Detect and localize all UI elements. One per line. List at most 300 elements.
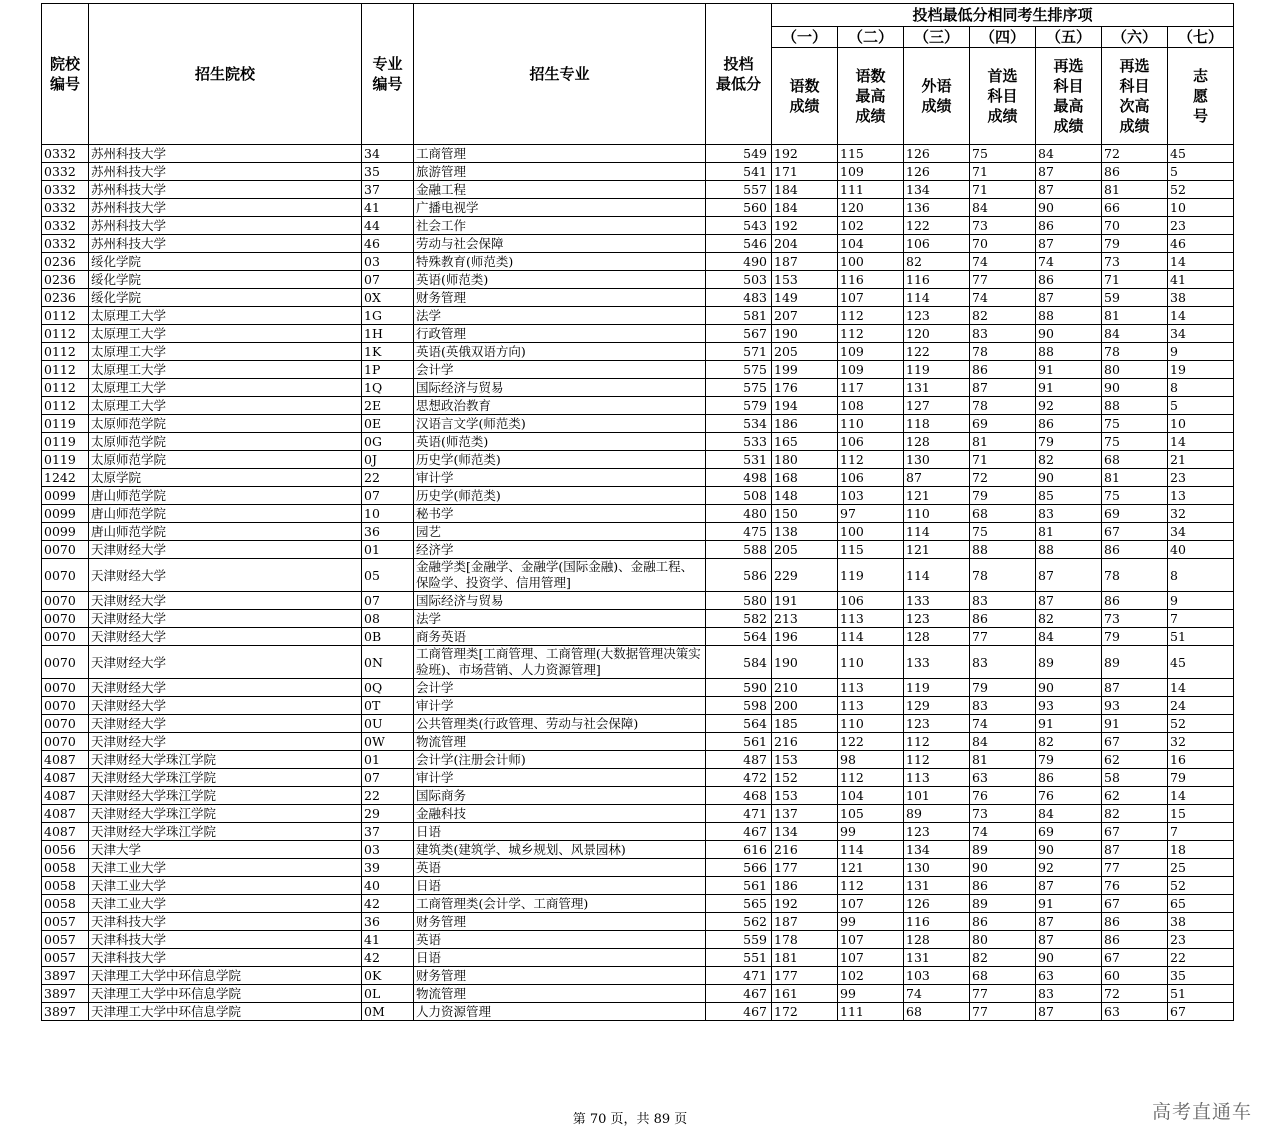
cell-first-subject-score: 79 (970, 679, 1036, 697)
cell-foreign-language-score: 136 (904, 199, 970, 217)
cell-min-score: 546 (706, 235, 772, 253)
cell-major-name: 日语 (414, 877, 706, 895)
cell-foreign-language-score: 130 (904, 859, 970, 877)
cell-major-name: 法学 (414, 307, 706, 325)
cell-school-name: 天津理工大学中环信息学院 (89, 1003, 362, 1021)
cell-first-subject-score: 80 (970, 931, 1036, 949)
cell-chinese-math-max: 99 (838, 823, 904, 841)
cell-first-subject-score: 74 (970, 715, 1036, 733)
cell-major-name: 工商管理类[工商管理、工商管理(大数据管理决策实验班)、市场营销、人力资源管理] (414, 646, 706, 679)
cell-first-subject-score: 89 (970, 895, 1036, 913)
table-row (42, 505, 1234, 523)
cell-second-subject-second: 62 (1102, 787, 1168, 805)
table-row (42, 769, 1234, 787)
cell-second-subject-max: 86 (1036, 769, 1102, 787)
cell-foreign-language-score: 122 (904, 343, 970, 361)
header-tiebreak-label: 外语 成绩 (904, 48, 970, 145)
cell-second-subject-max: 84 (1036, 628, 1102, 646)
cell-major-name: 物流管理 (414, 733, 706, 751)
cell-preference-number: 41 (1168, 271, 1234, 289)
cell-foreign-language-score: 106 (904, 235, 970, 253)
cell-chinese-math-max: 109 (838, 343, 904, 361)
table-row (42, 715, 1234, 733)
table-row (42, 307, 1234, 325)
cell-preference-number: 15 (1168, 805, 1234, 823)
cell-chinese-math-max: 106 (838, 433, 904, 451)
table-row (42, 859, 1234, 877)
cell-min-score: 531 (706, 451, 772, 469)
cell-chinese-math-score: 177 (772, 967, 838, 985)
cell-min-score: 586 (706, 559, 772, 592)
cell-second-subject-max: 79 (1036, 751, 1102, 769)
cell-foreign-language-score: 121 (904, 487, 970, 505)
cell-school-code: 0332 (42, 199, 89, 217)
cell-second-subject-max: 90 (1036, 469, 1102, 487)
cell-second-subject-second: 59 (1102, 289, 1168, 307)
cell-school-code: 0112 (42, 307, 89, 325)
cell-chinese-math-max: 122 (838, 733, 904, 751)
cell-preference-number: 7 (1168, 823, 1234, 841)
cell-major-name: 财务管理 (414, 967, 706, 985)
cell-preference-number: 22 (1168, 949, 1234, 967)
cell-first-subject-score: 74 (970, 289, 1036, 307)
cell-school-name: 太原师范学院 (89, 451, 362, 469)
cell-min-score: 480 (706, 505, 772, 523)
cell-school-code: 0058 (42, 877, 89, 895)
cell-foreign-language-score: 128 (904, 931, 970, 949)
cell-major-code: 0W (362, 733, 414, 751)
cell-major-name: 经济学 (414, 541, 706, 559)
table-row (42, 646, 1234, 679)
cell-major-code: 07 (362, 592, 414, 610)
cell-chinese-math-max: 99 (838, 913, 904, 931)
cell-foreign-language-score: 89 (904, 805, 970, 823)
cell-preference-number: 8 (1168, 559, 1234, 592)
cell-second-subject-max: 89 (1036, 646, 1102, 679)
cell-major-name: 园艺 (414, 523, 706, 541)
cell-major-code: 0L (362, 985, 414, 1003)
cell-school-code: 0332 (42, 163, 89, 181)
cell-major-code: 07 (362, 769, 414, 787)
cell-chinese-math-max: 112 (838, 769, 904, 787)
cell-chinese-math-max: 116 (838, 271, 904, 289)
cell-school-name: 太原师范学院 (89, 415, 362, 433)
cell-chinese-math-score: 196 (772, 628, 838, 646)
cell-second-subject-second: 80 (1102, 361, 1168, 379)
cell-major-name: 国际商务 (414, 787, 706, 805)
cell-min-score: 580 (706, 592, 772, 610)
cell-min-score: 562 (706, 913, 772, 931)
cell-second-subject-max: 84 (1036, 145, 1102, 163)
cell-major-name: 汉语言文学(师范类) (414, 415, 706, 433)
table-row (42, 985, 1234, 1003)
cell-major-code: 29 (362, 805, 414, 823)
cell-chinese-math-max: 115 (838, 541, 904, 559)
cell-second-subject-max: 69 (1036, 823, 1102, 841)
cell-chinese-math-score: 186 (772, 877, 838, 895)
cell-second-subject-second: 89 (1102, 646, 1168, 679)
cell-second-subject-max: 90 (1036, 949, 1102, 967)
cell-school-code: 0236 (42, 289, 89, 307)
cell-school-name: 天津财经大学珠江学院 (89, 751, 362, 769)
cell-school-code: 0070 (42, 679, 89, 697)
cell-chinese-math-score: 153 (772, 787, 838, 805)
cell-second-subject-second: 86 (1102, 592, 1168, 610)
cell-second-subject-second: 81 (1102, 181, 1168, 199)
cell-school-name: 天津工业大学 (89, 895, 362, 913)
cell-preference-number: 79 (1168, 769, 1234, 787)
cell-major-code: 37 (362, 823, 414, 841)
table-row (42, 967, 1234, 985)
cell-second-subject-second: 86 (1102, 931, 1168, 949)
cell-first-subject-score: 83 (970, 646, 1036, 679)
cell-min-score: 503 (706, 271, 772, 289)
cell-second-subject-max: 86 (1036, 271, 1102, 289)
watermark: 高考直通车 (1151, 1101, 1252, 1123)
cell-foreign-language-score: 112 (904, 751, 970, 769)
cell-foreign-language-score: 118 (904, 415, 970, 433)
cell-chinese-math-max: 99 (838, 985, 904, 1003)
cell-min-score: 471 (706, 967, 772, 985)
table-row (42, 949, 1234, 967)
table-row (42, 805, 1234, 823)
cell-major-code: 07 (362, 271, 414, 289)
cell-chinese-math-score: 190 (772, 646, 838, 679)
header-tiebreak-title: 投档最低分相同考生排序项 (772, 4, 1234, 27)
cell-preference-number: 23 (1168, 931, 1234, 949)
cell-chinese-math-score: 190 (772, 325, 838, 343)
cell-school-code: 0070 (42, 733, 89, 751)
cell-major-code: 39 (362, 859, 414, 877)
cell-major-code: 0Q (362, 679, 414, 697)
cell-chinese-math-score: 213 (772, 610, 838, 628)
cell-major-name: 劳动与社会保障 (414, 235, 706, 253)
cell-chinese-math-max: 112 (838, 307, 904, 325)
cell-school-name: 天津财经大学珠江学院 (89, 769, 362, 787)
cell-min-score: 582 (706, 610, 772, 628)
cell-min-score: 487 (706, 751, 772, 769)
cell-second-subject-max: 84 (1036, 805, 1102, 823)
cell-min-score: 557 (706, 181, 772, 199)
cell-min-score: 467 (706, 823, 772, 841)
cell-second-subject-second: 75 (1102, 433, 1168, 451)
cell-school-code: 0332 (42, 235, 89, 253)
cell-school-name: 太原理工大学 (89, 361, 362, 379)
cell-first-subject-score: 76 (970, 787, 1036, 805)
cell-major-code: 41 (362, 199, 414, 217)
cell-min-score: 551 (706, 949, 772, 967)
cell-foreign-language-score: 68 (904, 1003, 970, 1021)
table-row (42, 913, 1234, 931)
cell-major-name: 会计学 (414, 679, 706, 697)
cell-min-score: 575 (706, 361, 772, 379)
cell-school-code: 0057 (42, 931, 89, 949)
cell-school-name: 唐山师范学院 (89, 523, 362, 541)
cell-school-code: 0112 (42, 397, 89, 415)
cell-preference-number: 14 (1168, 307, 1234, 325)
cell-first-subject-score: 84 (970, 733, 1036, 751)
cell-chinese-math-score: 210 (772, 679, 838, 697)
cell-chinese-math-max: 111 (838, 1003, 904, 1021)
table-row (42, 523, 1234, 541)
table-row (42, 628, 1234, 646)
cell-school-name: 苏州科技大学 (89, 163, 362, 181)
table-row (42, 787, 1234, 805)
cell-chinese-math-score: 165 (772, 433, 838, 451)
table-row (42, 592, 1234, 610)
cell-second-subject-max: 91 (1036, 895, 1102, 913)
table-row (42, 697, 1234, 715)
cell-second-subject-max: 93 (1036, 697, 1102, 715)
cell-school-code: 4087 (42, 751, 89, 769)
cell-major-code: 42 (362, 949, 414, 967)
table-row (42, 877, 1234, 895)
cell-chinese-math-score: 191 (772, 592, 838, 610)
cell-foreign-language-score: 123 (904, 823, 970, 841)
cell-chinese-math-score: 153 (772, 751, 838, 769)
cell-min-score: 508 (706, 487, 772, 505)
cell-second-subject-max: 86 (1036, 217, 1102, 235)
cell-preference-number: 23 (1168, 469, 1234, 487)
cell-major-code: 0K (362, 967, 414, 985)
cell-second-subject-max: 76 (1036, 787, 1102, 805)
cell-school-code: 0057 (42, 913, 89, 931)
cell-second-subject-second: 69 (1102, 505, 1168, 523)
cell-preference-number: 7 (1168, 610, 1234, 628)
cell-preference-number: 9 (1168, 592, 1234, 610)
cell-major-name: 旅游管理 (414, 163, 706, 181)
cell-min-score: 541 (706, 163, 772, 181)
cell-chinese-math-score: 148 (772, 487, 838, 505)
cell-chinese-math-score: 186 (772, 415, 838, 433)
cell-foreign-language-score: 119 (904, 679, 970, 697)
cell-major-name: 行政管理 (414, 325, 706, 343)
cell-chinese-math-score: 204 (772, 235, 838, 253)
cell-preference-number: 24 (1168, 697, 1234, 715)
cell-first-subject-score: 88 (970, 541, 1036, 559)
cell-first-subject-score: 84 (970, 199, 1036, 217)
cell-school-code: 0332 (42, 217, 89, 235)
cell-foreign-language-score: 134 (904, 841, 970, 859)
cell-major-code: 1G (362, 307, 414, 325)
cell-chinese-math-score: 205 (772, 343, 838, 361)
cell-chinese-math-score: 172 (772, 1003, 838, 1021)
table-body (42, 145, 1234, 1021)
cell-second-subject-max: 87 (1036, 235, 1102, 253)
cell-school-name: 天津财经大学 (89, 679, 362, 697)
table-row (42, 469, 1234, 487)
cell-school-code: 0236 (42, 271, 89, 289)
cell-second-subject-max: 90 (1036, 841, 1102, 859)
cell-major-name: 公共管理类(行政管理、劳动与社会保障) (414, 715, 706, 733)
cell-major-name: 国际经济与贸易 (414, 592, 706, 610)
header-tiebreak-num: （五） (1036, 27, 1102, 48)
cell-second-subject-second: 73 (1102, 610, 1168, 628)
cell-second-subject-max: 87 (1036, 877, 1102, 895)
cell-chinese-math-max: 104 (838, 235, 904, 253)
cell-second-subject-second: 87 (1102, 841, 1168, 859)
cell-min-score: 471 (706, 805, 772, 823)
cell-school-code: 0112 (42, 343, 89, 361)
cell-school-name: 太原理工大学 (89, 325, 362, 343)
cell-min-score: 543 (706, 217, 772, 235)
cell-chinese-math-score: 184 (772, 181, 838, 199)
cell-school-code: 0070 (42, 592, 89, 610)
cell-school-name: 绥化学院 (89, 289, 362, 307)
cell-chinese-math-score: 185 (772, 715, 838, 733)
cell-second-subject-second: 75 (1102, 487, 1168, 505)
admission-score-table (41, 3, 1234, 1021)
cell-first-subject-score: 86 (970, 610, 1036, 628)
cell-first-subject-score: 78 (970, 343, 1036, 361)
cell-second-subject-max: 88 (1036, 541, 1102, 559)
cell-min-score: 598 (706, 697, 772, 715)
table-row (42, 541, 1234, 559)
cell-foreign-language-score: 126 (904, 163, 970, 181)
cell-major-code: 0X (362, 289, 414, 307)
cell-first-subject-score: 89 (970, 841, 1036, 859)
cell-major-name: 金融工程 (414, 181, 706, 199)
cell-second-subject-second: 66 (1102, 199, 1168, 217)
cell-first-subject-score: 77 (970, 271, 1036, 289)
cell-chinese-math-max: 110 (838, 715, 904, 733)
cell-preference-number: 65 (1168, 895, 1234, 913)
cell-second-subject-second: 81 (1102, 307, 1168, 325)
cell-second-subject-max: 74 (1036, 253, 1102, 271)
cell-major-name: 金融科技 (414, 805, 706, 823)
cell-preference-number: 40 (1168, 541, 1234, 559)
cell-major-name: 财务管理 (414, 289, 706, 307)
cell-chinese-math-max: 112 (838, 451, 904, 469)
cell-school-code: 0070 (42, 559, 89, 592)
cell-second-subject-second: 88 (1102, 397, 1168, 415)
cell-chinese-math-score: 199 (772, 361, 838, 379)
cell-major-code: 01 (362, 541, 414, 559)
cell-min-score: 584 (706, 646, 772, 679)
cell-second-subject-second: 72 (1102, 145, 1168, 163)
cell-first-subject-score: 73 (970, 805, 1036, 823)
cell-chinese-math-max: 103 (838, 487, 904, 505)
cell-preference-number: 52 (1168, 181, 1234, 199)
cell-major-code: 03 (362, 253, 414, 271)
cell-major-code: 08 (362, 610, 414, 628)
cell-second-subject-second: 63 (1102, 1003, 1168, 1021)
cell-foreign-language-score: 116 (904, 271, 970, 289)
cell-chinese-math-score: 216 (772, 733, 838, 751)
cell-major-name: 会计学 (414, 361, 706, 379)
cell-first-subject-score: 86 (970, 361, 1036, 379)
table-row (42, 343, 1234, 361)
table-row (42, 487, 1234, 505)
cell-chinese-math-score: 192 (772, 895, 838, 913)
cell-major-code: 0U (362, 715, 414, 733)
cell-foreign-language-score: 116 (904, 913, 970, 931)
table-row (42, 931, 1234, 949)
cell-major-name: 商务英语 (414, 628, 706, 646)
cell-second-subject-max: 81 (1036, 523, 1102, 541)
cell-foreign-language-score: 130 (904, 451, 970, 469)
table-row (42, 841, 1234, 859)
cell-chinese-math-score: 187 (772, 913, 838, 931)
cell-preference-number: 9 (1168, 343, 1234, 361)
cell-chinese-math-score: 150 (772, 505, 838, 523)
cell-chinese-math-score: 200 (772, 697, 838, 715)
cell-major-code: 0M (362, 1003, 414, 1021)
cell-chinese-math-score: 168 (772, 469, 838, 487)
cell-major-name: 建筑类(建筑学、城乡规划、风景园林) (414, 841, 706, 859)
cell-first-subject-score: 77 (970, 1003, 1036, 1021)
cell-second-subject-max: 82 (1036, 610, 1102, 628)
table-row (42, 145, 1234, 163)
cell-major-code: 10 (362, 505, 414, 523)
cell-preference-number: 52 (1168, 715, 1234, 733)
cell-second-subject-second: 79 (1102, 628, 1168, 646)
cell-first-subject-score: 83 (970, 325, 1036, 343)
cell-chinese-math-max: 107 (838, 895, 904, 913)
cell-first-subject-score: 77 (970, 628, 1036, 646)
cell-min-score: 483 (706, 289, 772, 307)
cell-school-name: 苏州科技大学 (89, 235, 362, 253)
cell-chinese-math-max: 111 (838, 181, 904, 199)
cell-school-code: 3897 (42, 967, 89, 985)
cell-major-name: 社会工作 (414, 217, 706, 235)
cell-major-name: 历史学(师范类) (414, 451, 706, 469)
cell-first-subject-score: 90 (970, 859, 1036, 877)
cell-major-code: 36 (362, 523, 414, 541)
table-row (42, 610, 1234, 628)
cell-chinese-math-max: 107 (838, 949, 904, 967)
cell-school-name: 苏州科技大学 (89, 199, 362, 217)
cell-second-subject-max: 91 (1036, 361, 1102, 379)
header-tiebreak-num: （二） (838, 27, 904, 48)
cell-school-code: 0119 (42, 451, 89, 469)
cell-min-score: 590 (706, 679, 772, 697)
table-row (42, 895, 1234, 913)
cell-preference-number: 25 (1168, 859, 1234, 877)
cell-school-code: 3897 (42, 1003, 89, 1021)
cell-major-code: 1H (362, 325, 414, 343)
cell-chinese-math-max: 119 (838, 559, 904, 592)
cell-second-subject-second: 60 (1102, 967, 1168, 985)
cell-min-score: 579 (706, 397, 772, 415)
cell-major-code: 40 (362, 877, 414, 895)
cell-school-code: 0070 (42, 697, 89, 715)
cell-foreign-language-score: 103 (904, 967, 970, 985)
cell-major-code: 41 (362, 931, 414, 949)
cell-second-subject-second: 67 (1102, 823, 1168, 841)
cell-second-subject-second: 77 (1102, 859, 1168, 877)
cell-major-name: 审计学 (414, 469, 706, 487)
cell-foreign-language-score: 74 (904, 985, 970, 1003)
cell-foreign-language-score: 131 (904, 949, 970, 967)
cell-chinese-math-max: 98 (838, 751, 904, 769)
cell-first-subject-score: 87 (970, 379, 1036, 397)
cell-school-code: 0058 (42, 895, 89, 913)
cell-first-subject-score: 82 (970, 949, 1036, 967)
cell-chinese-math-score: 229 (772, 559, 838, 592)
cell-second-subject-second: 91 (1102, 715, 1168, 733)
cell-second-subject-second: 86 (1102, 541, 1168, 559)
cell-preference-number: 34 (1168, 325, 1234, 343)
cell-chinese-math-max: 106 (838, 592, 904, 610)
cell-major-code: 05 (362, 559, 414, 592)
cell-second-subject-max: 90 (1036, 325, 1102, 343)
cell-major-code: 37 (362, 181, 414, 199)
cell-foreign-language-score: 122 (904, 217, 970, 235)
cell-school-code: 0070 (42, 610, 89, 628)
cell-min-score: 490 (706, 253, 772, 271)
cell-foreign-language-score: 112 (904, 733, 970, 751)
